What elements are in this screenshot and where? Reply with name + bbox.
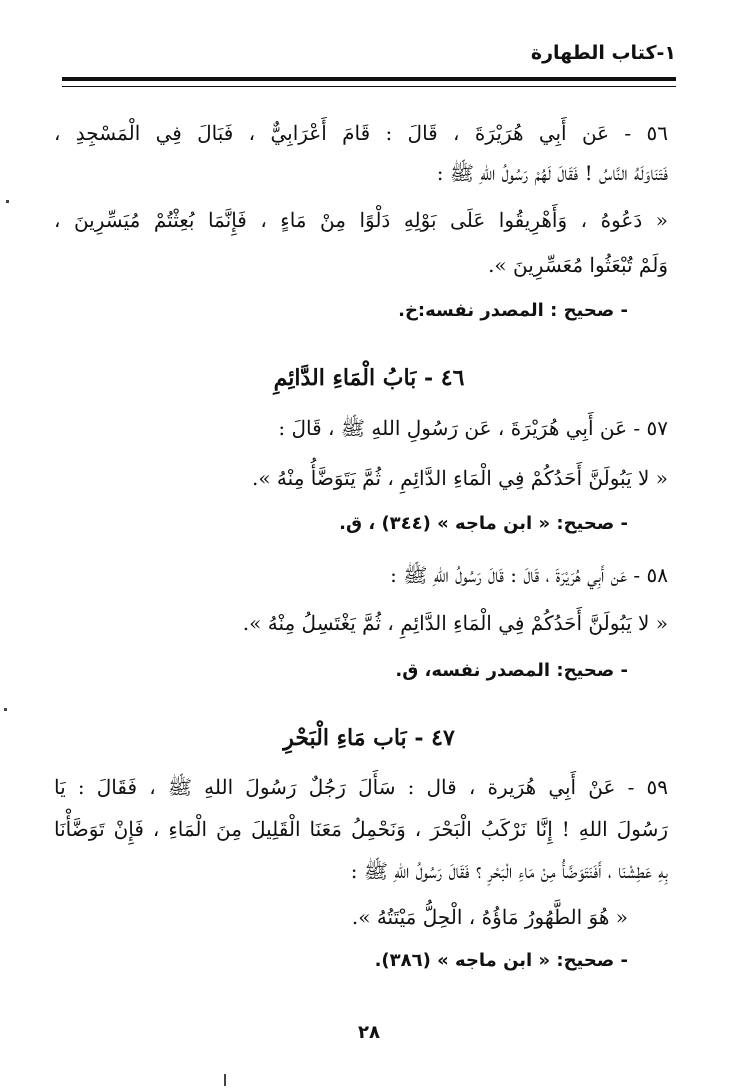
hadith-56-grade: - صحيح : المصدر نفسه:خ.	[398, 300, 628, 321]
hadith-58-grade: - صحيح: المصدر نفسه، ق.	[395, 660, 628, 681]
running-header: ١-كتاب الطهارة	[530, 42, 676, 64]
hadith-58-line-1: ٥٨ - عَن أَبِي هُرَيْرَةَ ، قَالَ : قَالَ رَسُولُ اللهِ ﷺ :	[390, 563, 668, 587]
hadith-59-line-1: ٥٩ - عَنْ أَبِي هُرَيرة ، قال : سَأَلَ رَجُلٌ رَسُولَ اللهِ ﷺ ، فَقَالَ : يَا	[54, 775, 668, 799]
hadith-59-line-2: رَسُولَ اللهِ ! إِنَّا نَرْكَبُ الْبَحْرَ ، وَنَحْمِلُ مَعَنَا الْقَلِيلَ مِنَ الْمَاءِ ، فَإِنْ تَوَضَّأْنَا	[54, 817, 668, 841]
hadith-56-text-line-2: وَلَمْ تُبْعَثُوا مُعَسِّرِينَ ».	[488, 253, 668, 277]
header-rule-thin	[62, 86, 676, 87]
hadith-59-grade: - صحيح: « ابن ماجه » (٣٨٦).	[374, 950, 628, 971]
page-number: ٢٨	[358, 1022, 380, 1043]
scan-mark-left-bottom	[4, 708, 7, 711]
hadith-59-text: « هُوَ الطَّهُورُ مَاؤُهُ ، الْحِلُّ مَيْتَتُهُ ».	[351, 905, 628, 929]
scan-mark-bottom	[224, 1074, 226, 1086]
hadith-59-line-3: بِهِ عَطِشْنَا ، أَفَنَتَوَضَّأُ مِنْ مَاءِ الْبَحْرِ ؟ فَقَالَ رَسُولُ اللهِ ﷺ :	[350, 859, 668, 883]
header-rule-thick	[62, 77, 676, 81]
hadith-57-text: « لا يَبُولَنَّ أَحَدُكُمْ فِي الْمَاءِ الدَّائِمِ ، ثُمَّ يَتَوَضَّأُ مِنْهُ ».	[251, 466, 668, 490]
chapter-47-heading: ٤٧ - بَاب مَاءِ الْبَحْرِ	[283, 725, 455, 751]
hadith-57-grade: - صحيح: « ابن ماجه » (٣٤٤) ، ق.	[339, 513, 628, 534]
hadith-56-line-1: ٥٦ - عَن أَبِي هُرَيْرَةَ ، قَالَ : قَامَ أَعْرَابِيٌّ ، فَبَالَ فِي الْمَسْجِدِ ،	[54, 121, 668, 145]
scan-mark-left-top	[6, 200, 9, 203]
hadith-56-text-line-1: « دَعُوهُ ، وَأَهْرِيقُوا عَلَى بَوْلِهِ دَلْوًا مِنْ مَاءٍ ، فَإِنَّمَا بُعِثْتُمْ مُيَسِّرِينَ ،	[54, 208, 668, 232]
hadith-56-line-2: فَتَنَاوَلَهُ النَّاسُ ! فَقَالَ لَهُمْ رَسُولُ اللهِ ﷺ :	[436, 161, 668, 185]
hadith-58-text: « لا يَبُولَنَّ أَحَدُكُمْ فِي الْمَاءِ الدَّائِمِ ، ثُمَّ يَغْتَسِلُ مِنْهُ ».	[242, 611, 668, 635]
chapter-46-heading: ٤٦ - بَابُ الْمَاءِ الدَّائِمِ	[273, 365, 465, 391]
hadith-57-line-1: ٥٧ - عَن أَبِي هُرَيْرَةَ ، عَن رَسُولِ اللهِ ﷺ ، قَالَ :	[278, 416, 668, 440]
